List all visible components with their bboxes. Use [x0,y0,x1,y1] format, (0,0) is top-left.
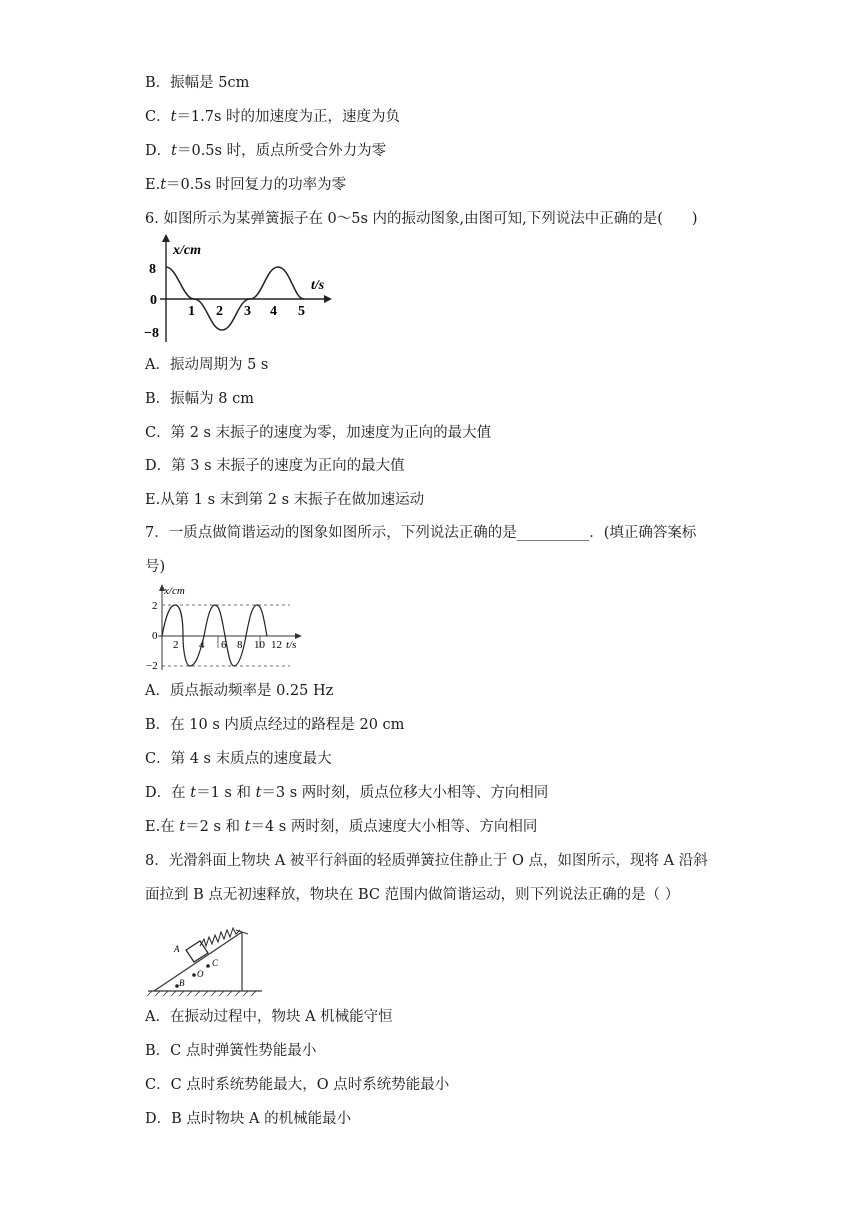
q8-option-c: C．C 点时系统势能最大，O 点时系统势能最小 [145,1077,450,1093]
q6-option-d: D．第 3 s 末振子的速度为正向的最大值 [145,458,405,474]
q5-c-t: t [170,109,177,125]
q7-e-t1: t [179,819,186,835]
q7-stem-line1: 7．一质点做简谐运动的图象如图所示，下列说法正确的是__________．(填正确答案标 [145,525,697,541]
q8-option-b: B．C 点时弹簧性势能最小 [145,1043,317,1059]
q5-c-text: ＝1.7s 时的加速度为正，速度为负 [176,109,401,125]
q5-option-b: B．振幅是 5cm [145,75,250,91]
q8-option-d: D．B 点时物块 A 的机械能最小 [145,1111,352,1127]
q6-x-tick-2: 2 [216,304,223,319]
q5-option-e [145,175,346,195]
q7-stem-line2: 号) [145,559,166,575]
q6-x-tick-4: 4 [270,304,277,319]
q7-x-tick-2: 2 [173,639,179,651]
q7-e-c: ＝4 s 两时刻，质点速度大小相等、方向相同 [250,819,538,835]
q6-y-label: x/cm [173,243,201,258]
q7-e-t2: t [244,819,251,835]
q7-y-tick-2: 2 [152,600,158,612]
q8-label-b: B [179,978,185,988]
q7-y-tick-neg2: −2 [146,660,158,672]
q5-option-c [145,107,400,127]
q5-d-prefix: D． [145,143,172,159]
q6-y-tick-0: 0 [150,293,157,308]
q6-x-tick-5: 5 [298,304,305,319]
q8-stem-line1: 8．光滑斜面上物块 A 被平行斜面的轻质弹簧拉住静止于 O 点，如图所示，现将 A 沿斜 [145,853,708,869]
q7-figure [140,582,310,674]
q5-e-text: ＝0.5s 时回复力的功率为零 [166,177,347,193]
q7-y-label: x/cm [164,585,185,597]
q8-block-a [186,941,208,962]
q5-option-d [145,141,386,161]
q6-x-tick-3: 3 [244,304,251,319]
q5-d-text: ＝0.5s 时，质点所受合外力为零 [176,143,387,159]
q7-option-d [145,783,548,803]
q8-label-c: C [212,958,219,968]
q7-x-tick-6: 6 [221,639,227,651]
q8-incline [154,932,242,991]
q8-label-o: O [197,969,204,979]
q6-x-tick-1: 1 [188,304,195,319]
q6-option-c: C．第 2 s 末振子的速度为零，加速度为正向的最大值 [145,425,492,441]
q8-label-a: A [174,944,180,954]
q7-d-b: ＝1 s 和 [196,785,256,801]
q6-y-arrow [162,234,170,242]
q5-c-prefix: C． [145,109,171,125]
q7-e-b: ＝2 s 和 [185,819,245,835]
q6-stem: 6. 如图所示为某弹簧振子在 0～5s 内的振动图象,由图可知,下列说法中正确的是( ) [145,211,698,227]
q6-option-a: A．振动周期为 5 s [145,357,269,373]
q7-x-tick-4: 4 [199,639,205,651]
q7-x-tick-10: 10 [254,639,265,651]
q7-x-tick-8: 8 [237,639,243,651]
q5-d-t: t [171,143,177,159]
q7-x-label: t/s [286,639,297,651]
q7-d-c: ＝3 s 两时刻，质点位移大小相等、方向相同 [261,785,549,801]
q7-option-c: C．第 4 s 末质点的速度最大 [145,751,332,767]
q6-y-tick-neg8: −8 [144,326,159,341]
q6-figure [140,232,340,347]
q8-point-c [206,964,210,968]
q7-d-t2: t [255,785,262,801]
q7-option-e [145,817,537,837]
q6-option-b: B．振幅为 8 cm [145,391,254,407]
q8-figure [142,916,267,996]
q6-option-e: E.从第 1 s 末到第 2 s 末振子在做加速运动 [145,492,425,508]
q6-x-arrow [324,295,332,303]
q6-x-label: t/s [311,278,325,293]
q7-d-a: D．在 [145,785,191,801]
q5-e-prefix: E. [145,177,161,193]
q7-e-a: E.在 [145,819,180,835]
q7-y-tick-0: 0 [152,630,158,642]
q7-d-t1: t [190,785,197,801]
q8-ground-hatch [147,991,256,996]
q7-x-tick-12: 12 [271,639,282,651]
q5-e-t: t [160,177,167,193]
q8-option-a: A．在振动过程中，物块 A 机械能守恒 [145,1009,393,1025]
q6-y-tick-8: 8 [149,262,156,277]
q8-stem-line2: 面拉到 B 点无初速释放，物块在 BC 范围内做简谐运动，则下列说法正确的是（ ） [145,887,680,903]
q7-option-b: B．在 10 s 内质点经过的路程是 20 cm [145,717,405,733]
q8-point-o [192,973,196,977]
q7-option-a: A．质点振动频率是 0.25 Hz [145,683,334,699]
